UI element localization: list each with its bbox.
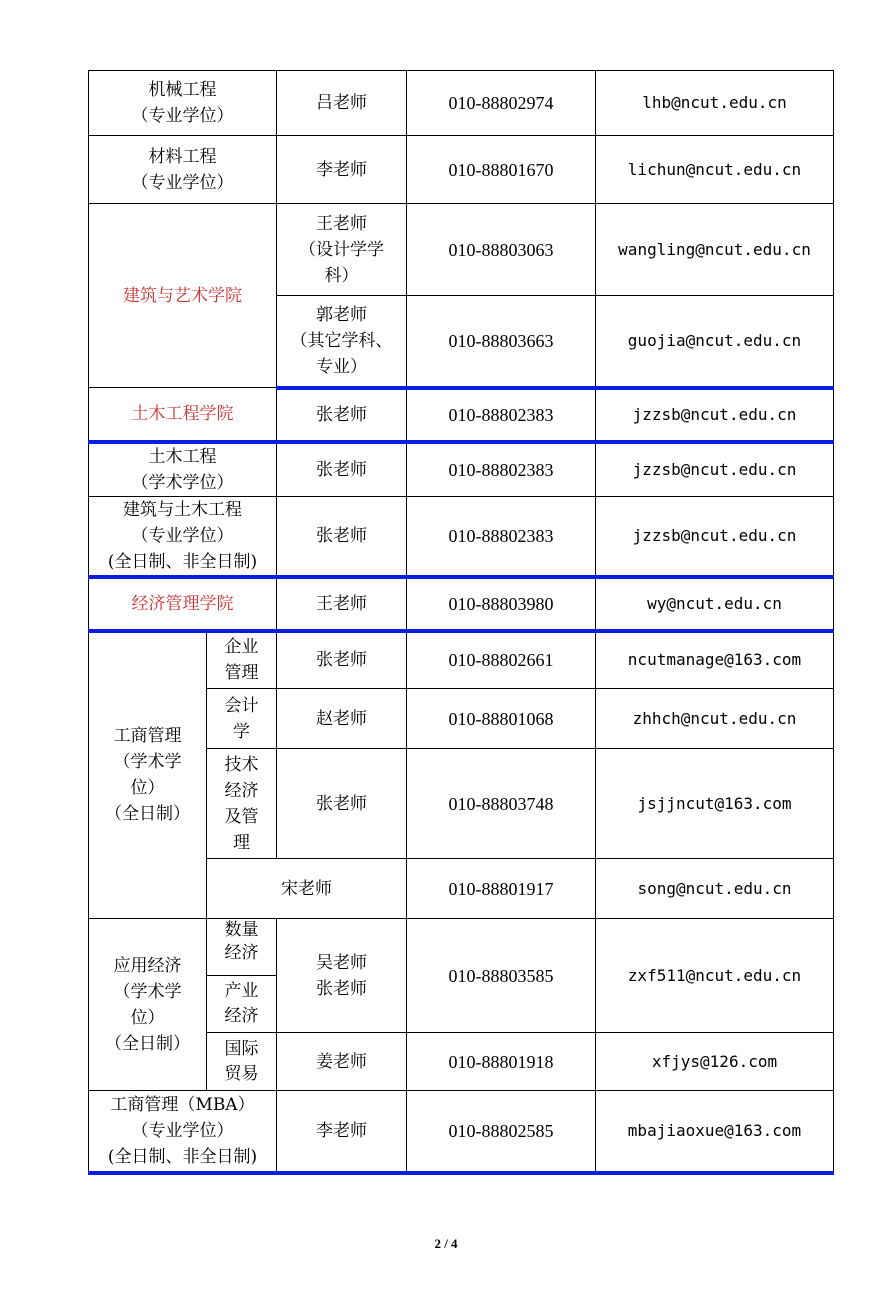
email-link[interactable]: lhb@ncut.edu.cn <box>596 71 834 136</box>
phone-number: 010-88802974 <box>407 71 596 136</box>
email-link[interactable]: song@ncut.edu.cn <box>596 859 834 919</box>
phone-number: 010-88803980 <box>407 577 596 631</box>
college-name: 建筑与艺术学院 <box>89 204 277 388</box>
sub-program: 技术 经济 及管 理 <box>207 749 277 859</box>
program-name: 材料工程 （专业学位） <box>89 136 277 204</box>
teacher-name: 张老师 <box>277 631 407 689</box>
teacher-name: 姜老师 <box>277 1033 407 1091</box>
phone-number: 010-88803748 <box>407 749 596 859</box>
phone-number: 010-88802383 <box>407 442 596 497</box>
phone-number: 010-88802585 <box>407 1091 596 1173</box>
teacher-name: 张老师 <box>277 442 407 497</box>
contact-table <box>88 70 834 1175</box>
college-name: 土木工程学院 <box>89 388 277 442</box>
table-row <box>89 919 834 976</box>
table-row <box>89 71 834 136</box>
sub-program: 产业 经济 <box>207 976 277 1033</box>
phone-number: 010-88801670 <box>407 136 596 204</box>
email-link[interactable]: zxf511@ncut.edu.cn <box>596 919 834 1033</box>
sub-program: 数量 经济 <box>207 919 277 976</box>
table-row <box>89 1091 834 1173</box>
program-name: 工商管理（MBA） （专业学位） (全日制、非全日制) <box>89 1091 277 1173</box>
teacher-name: 宋老师 <box>207 859 407 919</box>
teacher-name: 李老师 <box>277 1091 407 1173</box>
email-link[interactable]: xfjys@126.com <box>596 1033 834 1091</box>
teacher-name: 王老师 （设计学学 科） <box>277 204 407 296</box>
phone-number: 010-88803585 <box>407 919 596 1033</box>
table-row <box>89 577 834 631</box>
page-number: 2 / 4 <box>434 1236 458 1251</box>
sub-program: 会计 学 <box>207 689 277 749</box>
phone-number: 010-88802661 <box>407 631 596 689</box>
teacher-name: 张老师 <box>277 749 407 859</box>
table-row <box>89 442 834 497</box>
email-link[interactable]: zhhch@ncut.edu.cn <box>596 689 834 749</box>
teacher-name: 张老师 <box>277 388 407 442</box>
table-row <box>89 631 834 689</box>
program-name: 土木工程 （学术学位） <box>89 442 277 497</box>
email-link[interactable]: wangling@ncut.edu.cn <box>596 204 834 296</box>
email-link[interactable]: guojia@ncut.edu.cn <box>596 296 834 388</box>
email-link[interactable]: mbajiaoxue@163.com <box>596 1091 834 1173</box>
phone-number: 010-88801918 <box>407 1033 596 1091</box>
teacher-name: 张老师 <box>277 496 407 577</box>
teacher-name: 吴老师 张老师 <box>277 919 407 1033</box>
phone-number: 010-88802383 <box>407 496 596 577</box>
teacher-name: 郭老师 （其它学科、 专业） <box>277 296 407 388</box>
phone-number: 010-88803063 <box>407 204 596 296</box>
table-row <box>89 388 834 442</box>
phone-number: 010-88801068 <box>407 689 596 749</box>
email-link[interactable]: wy@ncut.edu.cn <box>596 577 834 631</box>
phone-number: 010-88801917 <box>407 859 596 919</box>
email-link[interactable]: jzzsb@ncut.edu.cn <box>596 388 834 442</box>
program-name: 机械工程 （专业学位） <box>89 71 277 136</box>
sub-program: 企业 管理 <box>207 631 277 689</box>
table-row <box>89 136 834 204</box>
table-row <box>89 496 834 577</box>
email-link[interactable]: ncutmanage@163.com <box>596 631 834 689</box>
table-row <box>89 204 834 296</box>
college-name: 经济管理学院 <box>89 577 277 631</box>
teacher-name: 李老师 <box>277 136 407 204</box>
phone-number: 010-88803663 <box>407 296 596 388</box>
teacher-name: 吕老师 <box>277 71 407 136</box>
email-link[interactable]: lichun@ncut.edu.cn <box>596 136 834 204</box>
sub-program: 国际 贸易 <box>207 1033 277 1091</box>
email-link[interactable]: jzzsb@ncut.edu.cn <box>596 496 834 577</box>
program-name: 应用经济 （学术学 位） （全日制） <box>89 919 207 1091</box>
email-link[interactable]: jzzsb@ncut.edu.cn <box>596 442 834 497</box>
program-name: 工商管理 （学术学 位） （全日制） <box>89 631 207 919</box>
email-link[interactable]: jsjjncut@163.com <box>596 749 834 859</box>
teacher-name: 赵老师 <box>277 689 407 749</box>
teacher-name: 王老师 <box>277 577 407 631</box>
program-name: 建筑与土木工程 （专业学位） (全日制、非全日制) <box>89 496 277 577</box>
phone-number: 010-88802383 <box>407 388 596 442</box>
